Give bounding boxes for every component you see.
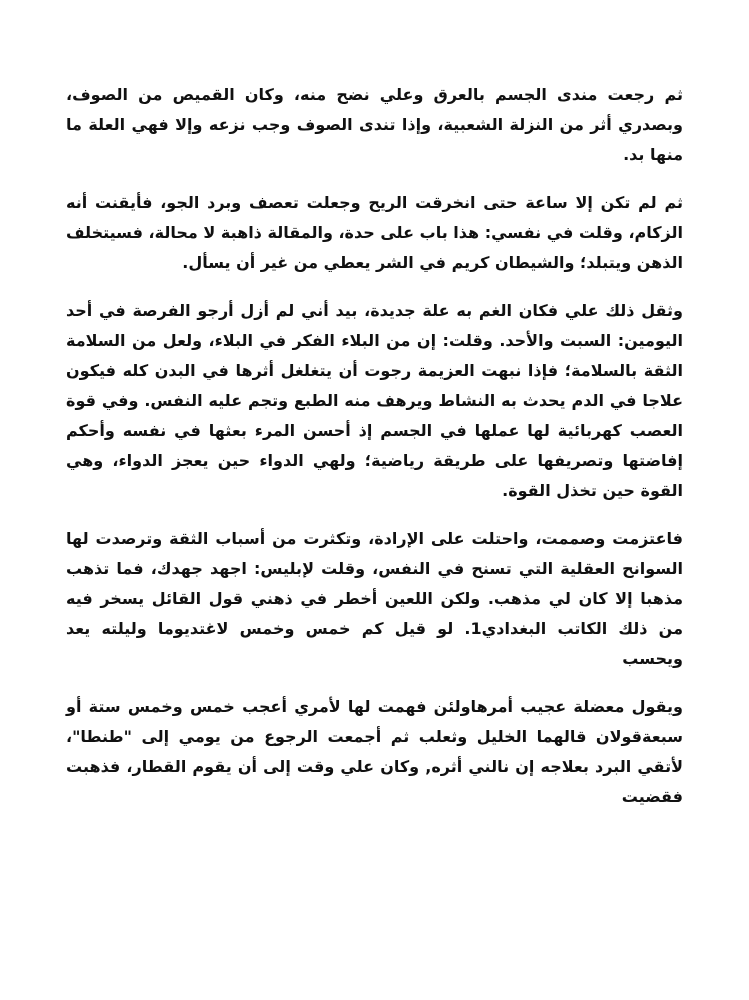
paragraph-1: ثم رجعت مندى الجسم بالعرق وعلي نضح منه، وكان القميص من الصوف، وبصدري أثر من النزلة الشعبية، وإذا تندى الصوف وجب نزعه وإلا فهي العلة ما منها بد.: [66, 85, 683, 164]
paragraph-2: ثم لم تكن إلا ساعة حتى انخرقت الريح وجعلت تعصف وبرد الجو، فأيقنت أنه الزكام، وقلت في نفسي: هذا باب على حدة، والمقالة ذاهبة لا محالة، فسيتخلف الذهن ويتبلد؛ والشيطان كريم في الشر يعطي من غير أن يسأل.: [66, 193, 683, 272]
document-body: [66, 80, 683, 812]
paragraph-3: وثقل ذلك علي فكان الغم به علة جديدة، بيد أني لم أزل أرجو الفرصة في أحد اليومين: السبت والأحد. وقلت: إن من البلاء الفكر في البلاء، ولعل من السلامة الثقة بالسلامة؛ فإذا نبهت العزيمة رجوت أن يتغلغل أثرها في البدن كله فيكون علاجا في الدم يحدث به النشاط ويرهف منه الطبع وتجم عليه النفس. وفي قوة العصب كهربائية لها عملها في الجسم إذ أحسن المرء بعثها في نفسه وأحكم إفاضتها وتصريفها على طريقة رياضية؛ ولهي الدواء حين يعجز الدواء، وهي القوة حين تخذل القوة.: [66, 301, 683, 500]
paragraph-4: فاعتزمت وصممت، واحتلت على الإرادة، وتكثرت من أسباب الثقة وترصدت لها السوانح العقلية التي تسنح في النفس، وقلت لإبليس: اجهد جهدك، فما تذهب مذهبا إلا كان لي مذهب. ولكن اللعين أخطر في ذهني قول القائل يسخر فيه من ذلك الكاتب البغدادي1. لو قيل كم خمس وخمس لاغتديوما وليلته يعد ويحسب: [66, 529, 683, 668]
paragraph-5: ويقول معضلة عجيب أمرهاولئن فهمت لها لأمري أعجب خمس وخمس ستة أو سبعةقولان قالهما الخليل وثعلب ثم أجمعت الرجوع من يومي إلى "طنطا"، لأتقي البرد بعلاجه إن نالني أثره, وكان علي وقت إلى أن يقوم القطار، فذهبت فقضيت: [66, 697, 683, 806]
